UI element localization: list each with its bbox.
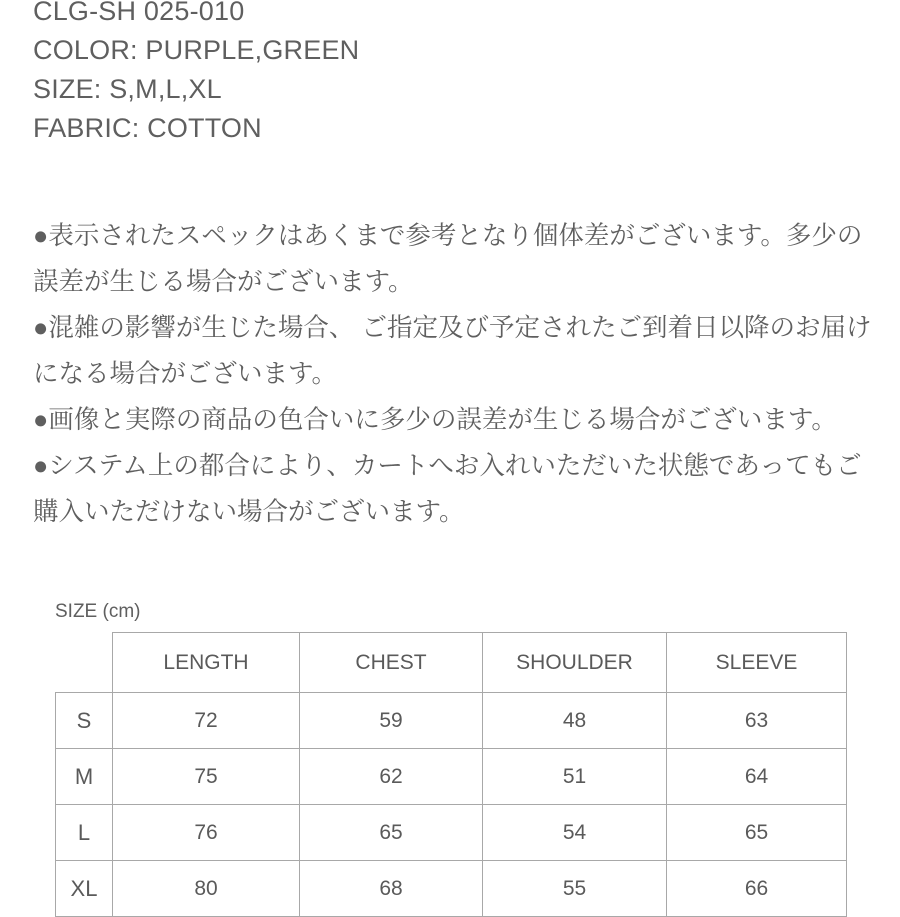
- note-item: ●混雑の影響が生じた場合、 ご指定及び予定されたご到着日以降のお届けになる場合がございます。: [33, 314, 872, 388]
- cell-chest: 62: [300, 749, 483, 805]
- cell-chest: 59: [300, 693, 483, 749]
- cell-shoulder: 51: [483, 749, 667, 805]
- cell-length: 75: [113, 749, 300, 805]
- note-item: ●画像と実際の商品の色合いに多少の誤差が生じる場合がございます。: [33, 406, 837, 434]
- table-row: [56, 805, 847, 861]
- note-item: ●システム上の都合により、カートへお入れいただいた状態であってもご購入いただけない場合がございます。: [33, 452, 862, 526]
- spec-line-code: CLG-SH 025-010: [33, 0, 245, 26]
- row-header-size: M: [56, 749, 113, 805]
- cell-shoulder: 48: [483, 693, 667, 749]
- spec-line-fabric: FABRIC: COTTON: [33, 113, 262, 143]
- table-row: [56, 693, 847, 749]
- cell-sleeve: 65: [667, 805, 847, 861]
- note-item: ●表示されたスペックはあくまで参考となり個体差がございます。多少の誤差が生じる場合がございます。: [33, 222, 863, 296]
- cell-sleeve: 63: [667, 693, 847, 749]
- table-row: [56, 749, 847, 805]
- cell-sleeve: 66: [667, 861, 847, 917]
- cell-length: 80: [113, 861, 300, 917]
- column-header-chest: CHEST: [300, 633, 483, 693]
- size-table-title: SIZE (cm): [55, 601, 141, 622]
- table-corner-cell: [56, 633, 113, 693]
- column-header-shoulder: SHOULDER: [483, 633, 667, 693]
- cell-sleeve: 64: [667, 749, 847, 805]
- row-header-size: L: [56, 805, 113, 861]
- table-row: [56, 861, 847, 917]
- size-table: [55, 632, 847, 917]
- product-spec-block: [33, 0, 853, 148]
- cell-chest: 65: [300, 805, 483, 861]
- column-header-length: LENGTH: [113, 633, 300, 693]
- row-header-size: XL: [56, 861, 113, 917]
- notes-block: [33, 213, 873, 535]
- table-header-row: [56, 633, 847, 693]
- row-header-size: S: [56, 693, 113, 749]
- spec-line-size: SIZE: S,M,L,XL: [33, 74, 222, 104]
- cell-length: 72: [113, 693, 300, 749]
- cell-chest: 68: [300, 861, 483, 917]
- cell-length: 76: [113, 805, 300, 861]
- column-header-sleeve: SLEEVE: [667, 633, 847, 693]
- spec-line-color: COLOR: PURPLE,GREEN: [33, 35, 360, 65]
- cell-shoulder: 55: [483, 861, 667, 917]
- cell-shoulder: 54: [483, 805, 667, 861]
